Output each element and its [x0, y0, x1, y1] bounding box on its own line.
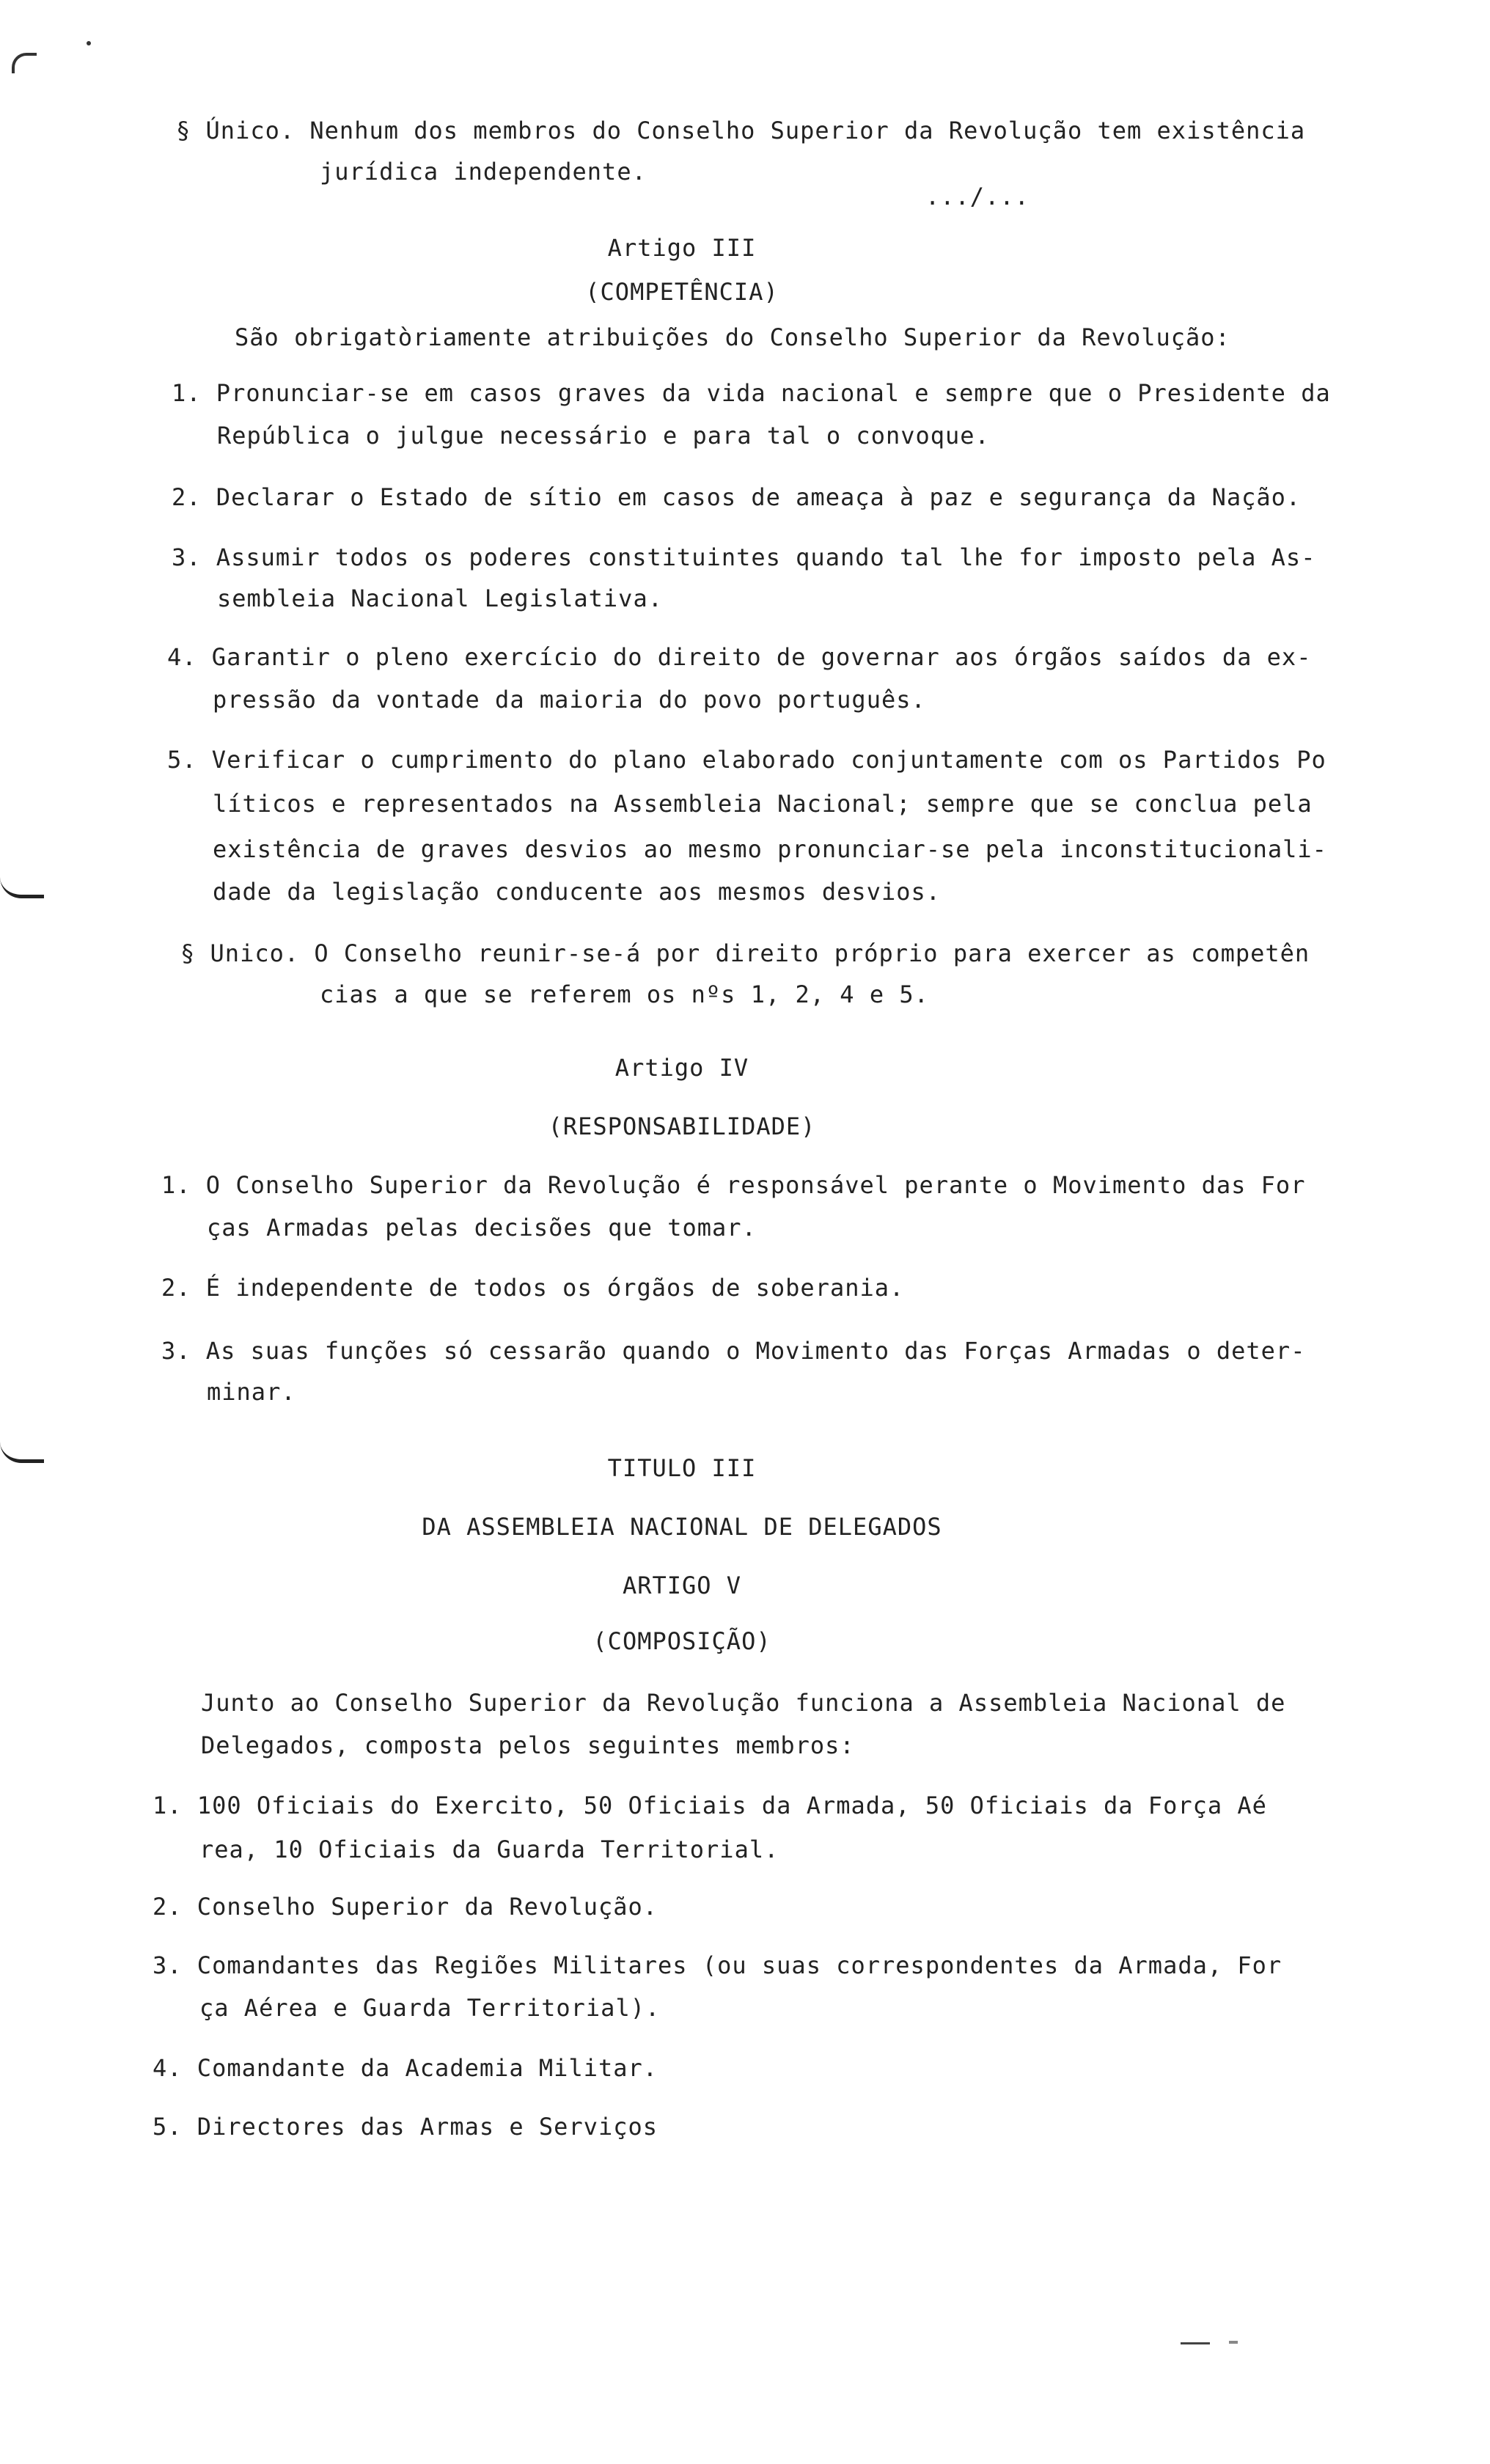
titulo-iii-subtitle: DA ASSEMBLEIA NACIONAL DE DELEGADOS — [422, 1513, 942, 1541]
artigo-v-item-3-line-2: ça Aérea e Guarda Territorial). — [199, 1994, 661, 2022]
artigo-v-item-3-line-1: 3. Comandantes das Regiões Militares (ou suas correspondentes da Armada, For — [153, 1951, 1282, 1979]
binder-mark-1 — [0, 877, 44, 898]
artigo-iii-item-4-line-1: 4. Garantir o pleno exercício do direito de governar aos órgãos saídos da ex- — [167, 643, 1312, 671]
unico-line-2: jurídica independente. — [320, 158, 647, 186]
artigo-v-intro-line-2: Delegados, composta pelos seguintes membros: — [201, 1731, 855, 1759]
artigo-iii-unico-line-2: cias a que se referem os nºs 1, 2, 4 e 5. — [320, 980, 929, 1008]
artigo-iii-title: Artigo III — [607, 234, 757, 262]
artigo-iii-unico-line-1: § Unico. O Conselho reunir-se-á por direito próprio para exercer as competên — [180, 939, 1310, 967]
artigo-iv-item-1-line-2: ças Armadas pelas decisões que tomar. — [207, 1214, 757, 1242]
artigo-v-title: ARTIGO V — [622, 1572, 742, 1599]
footer-scan-mark — [1181, 2342, 1210, 2344]
artigo-v-item-2-line-1: 2. Conselho Superior da Revolução. — [153, 1893, 658, 1921]
artigo-iii-item-5-line-2: líticos e representados na Assembleia Nacional; sempre que se conclua pela — [213, 790, 1313, 818]
artigo-iii-item-2-line-1: 2. Declarar o Estado de sítio em casos de ameaça à paz e segurança da Nação. — [172, 483, 1302, 511]
artigo-v-subtitle: (COMPOSIÇÃO) — [592, 1627, 771, 1655]
artigo-iv-item-2-line-1: 2. É independente de todos os órgãos de soberania. — [161, 1274, 905, 1302]
unico-line-1: § Único. Nenhum dos membros do Conselho Superior da Revolução tem existência — [176, 117, 1306, 144]
artigo-iv-subtitle: (RESPONSABILIDADE) — [548, 1112, 816, 1140]
corner-mark-top-left — [12, 53, 37, 73]
artigo-v-item-1-line-1: 1. 100 Oficiais do Exercito, 50 Oficiais da Armada, 50 Oficiais da Força Aé — [153, 1792, 1267, 1819]
artigo-v-item-1-line-2: rea, 10 Oficiais da Guarda Territorial. — [199, 1836, 779, 1863]
artigo-iii-item-1-line-1: 1. Pronunciar-se em casos graves da vida nacional e sempre que o Presidente da — [172, 379, 1331, 407]
continuation-mark: .../... — [925, 183, 1030, 210]
artigo-iii-item-5-line-4: dade da legislação conducente aos mesmos desvios. — [213, 878, 942, 906]
artigo-v-intro-line-1: Junto ao Conselho Superior da Revolução funciona a Assembleia Nacional de — [201, 1689, 1286, 1717]
artigo-iii-item-1-line-2: República o julgue necessário e para tal o convoque. — [217, 422, 990, 450]
artigo-iv-item-3-line-1: 3. As suas funções só cessarão quando o Movimento das Forças Armadas o deter- — [161, 1337, 1306, 1365]
artigo-v-item-4-line-1: 4. Comandante da Academia Militar. — [153, 2054, 658, 2082]
artigo-iii-item-5-line-1: 5. Verificar o cumprimento do plano elaborado conjuntamente com os Partidos Po — [167, 746, 1326, 774]
artigo-iii-item-4-line-2: pressão da vontade da maioria do povo português. — [213, 686, 926, 714]
dot-mark — [87, 41, 91, 45]
titulo-iii-title: TITULO III — [607, 1454, 757, 1482]
artigo-iii-intro: São obrigatòriamente atribuições do Conselho Superior da Revolução: — [235, 323, 1230, 351]
artigo-iii-item-3-line-1: 3. Assumir todos os poderes constituintes quando tal lhe for imposto pela As- — [172, 543, 1316, 571]
artigo-iv-item-1-line-1: 1. O Conselho Superior da Revolução é responsável perante o Movimento das For — [161, 1171, 1306, 1199]
artigo-iv-item-3-line-2: minar. — [207, 1378, 296, 1406]
footer-scan-mark-2 — [1229, 2341, 1238, 2344]
artigo-iv-title: Artigo IV — [614, 1054, 749, 1082]
artigo-v-item-5-line-1: 5. Directores das Armas e Serviços — [153, 2113, 658, 2141]
artigo-iii-subtitle: (COMPETÊNCIA) — [585, 278, 779, 306]
artigo-iii-item-3-line-2: sembleia Nacional Legislativa. — [217, 584, 663, 612]
artigo-iii-item-5-line-3: existência de graves desvios ao mesmo pronunciar-se pela inconstitucionali- — [213, 835, 1327, 863]
